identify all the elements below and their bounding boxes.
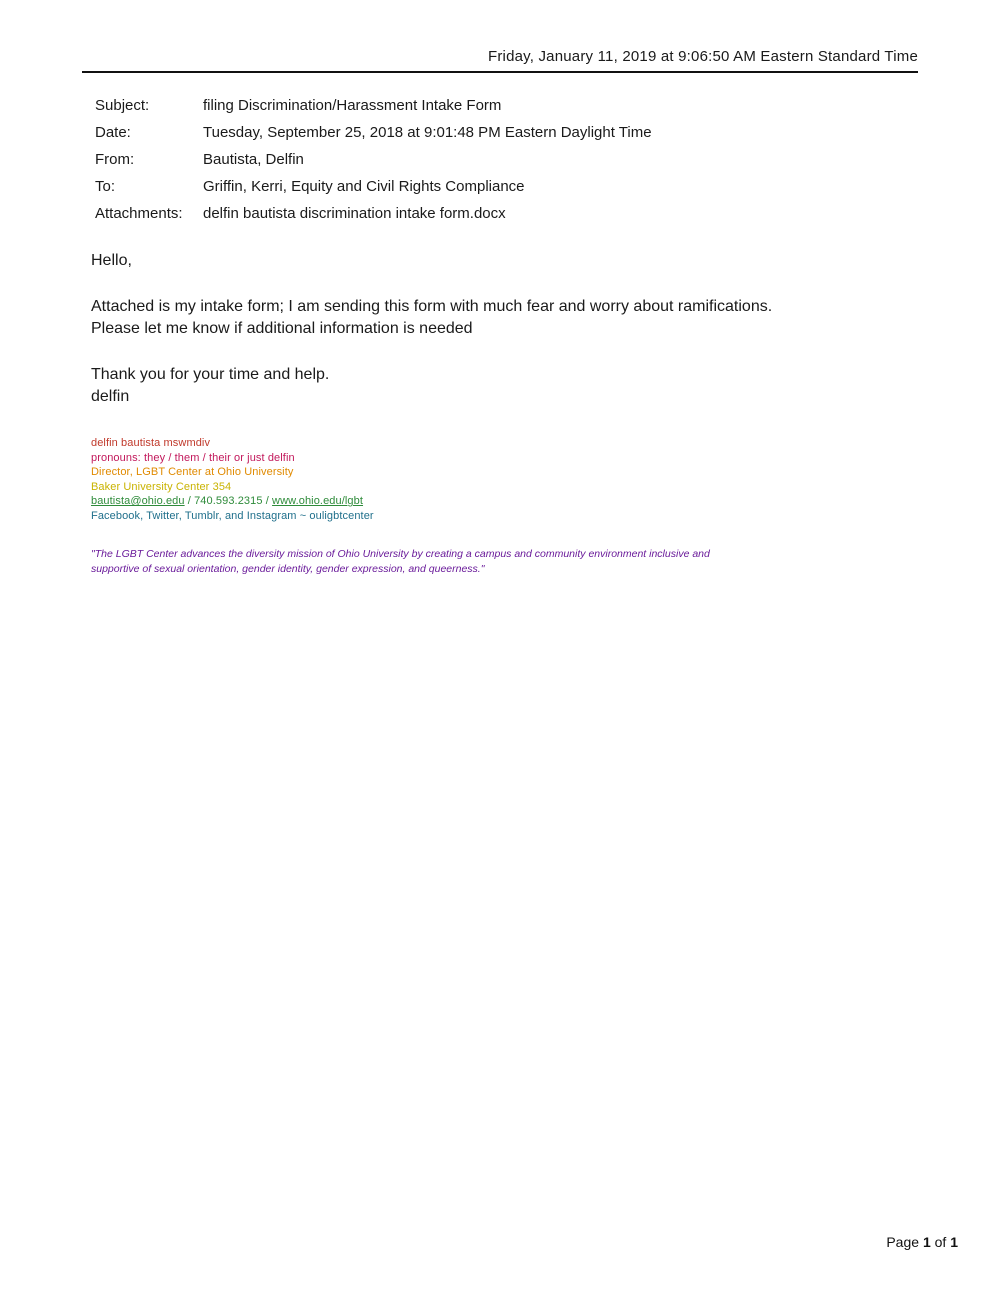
signature-contact bbox=[91, 494, 374, 509]
attachments-row bbox=[95, 204, 652, 231]
page-word: Page bbox=[886, 1234, 920, 1250]
page-number bbox=[886, 1234, 958, 1250]
date-label: Date: bbox=[95, 124, 131, 141]
from-label: From: bbox=[95, 151, 135, 168]
sender-signoff: delfin bbox=[91, 388, 130, 405]
to-value: Griffin, Kerri, Equity and Civil Rights Compliance bbox=[203, 178, 525, 195]
body-line-1: Attached is my intake form; I am sending this form with much fear and worry about ramifications. bbox=[91, 298, 773, 315]
page-current: 1 bbox=[922, 1234, 931, 1250]
of-word: of bbox=[934, 1234, 947, 1250]
body-line-2: Please let me know if additional information is needed bbox=[91, 320, 473, 337]
closing-line: Thank you for your time and help. bbox=[91, 366, 330, 383]
signature-title: Director, LGBT Center at Ohio University bbox=[91, 466, 294, 479]
attachment-filename[interactable]: delfin bautista discrimination intake form.docx bbox=[203, 205, 506, 222]
from-value: Bautista, Delfin bbox=[203, 151, 304, 168]
from-row bbox=[95, 150, 652, 177]
subject-label: Subject: bbox=[95, 97, 150, 114]
signature-name: delfin bautista mswmdiv bbox=[91, 437, 211, 449]
body-paragraph bbox=[91, 296, 891, 340]
email-signature bbox=[91, 436, 374, 524]
signature-address: Baker University Center 354 bbox=[91, 480, 232, 493]
signature-social: Facebook, Twitter, Tumblr, and Instagram ~ ouligbtcenter bbox=[91, 509, 374, 522]
signature-phone: / 740.593.2315 / bbox=[184, 495, 273, 508]
email-header-fields bbox=[95, 96, 652, 231]
mission-line-1: "The LGBT Center advances the diversity mission of Ohio University by creating a campus and community environment inclusive and bbox=[91, 548, 710, 560]
closing bbox=[91, 364, 891, 408]
signature-pronouns: pronouns: they / them / their or just delfin bbox=[91, 451, 295, 464]
page-total: 1 bbox=[950, 1234, 958, 1250]
subject-row bbox=[95, 96, 652, 123]
header-divider bbox=[82, 71, 918, 73]
attachments-label: Attachments: bbox=[95, 205, 183, 222]
to-row bbox=[95, 177, 652, 204]
date-value: Tuesday, September 25, 2018 at 9:01:48 PM Eastern Daylight Time bbox=[203, 124, 652, 141]
signature-website-link[interactable]: www.ohio.edu/lgbt bbox=[272, 495, 364, 508]
signature-email-link[interactable]: bautista@ohio.edu bbox=[91, 495, 185, 508]
print-timestamp: Friday, January 11, 2019 at 9:06:50 AM Eastern Standard Time bbox=[487, 48, 918, 65]
email-body bbox=[91, 250, 891, 432]
to-label: To: bbox=[95, 178, 116, 195]
subject-value: filing Discrimination/Harassment Intake Form bbox=[203, 97, 502, 114]
mission-statement bbox=[91, 547, 891, 577]
greeting: Hello, bbox=[91, 252, 132, 269]
mission-line-2: supportive of sexual orientation, gender identity, gender expression, and queerness." bbox=[91, 563, 485, 575]
date-row bbox=[95, 123, 652, 150]
